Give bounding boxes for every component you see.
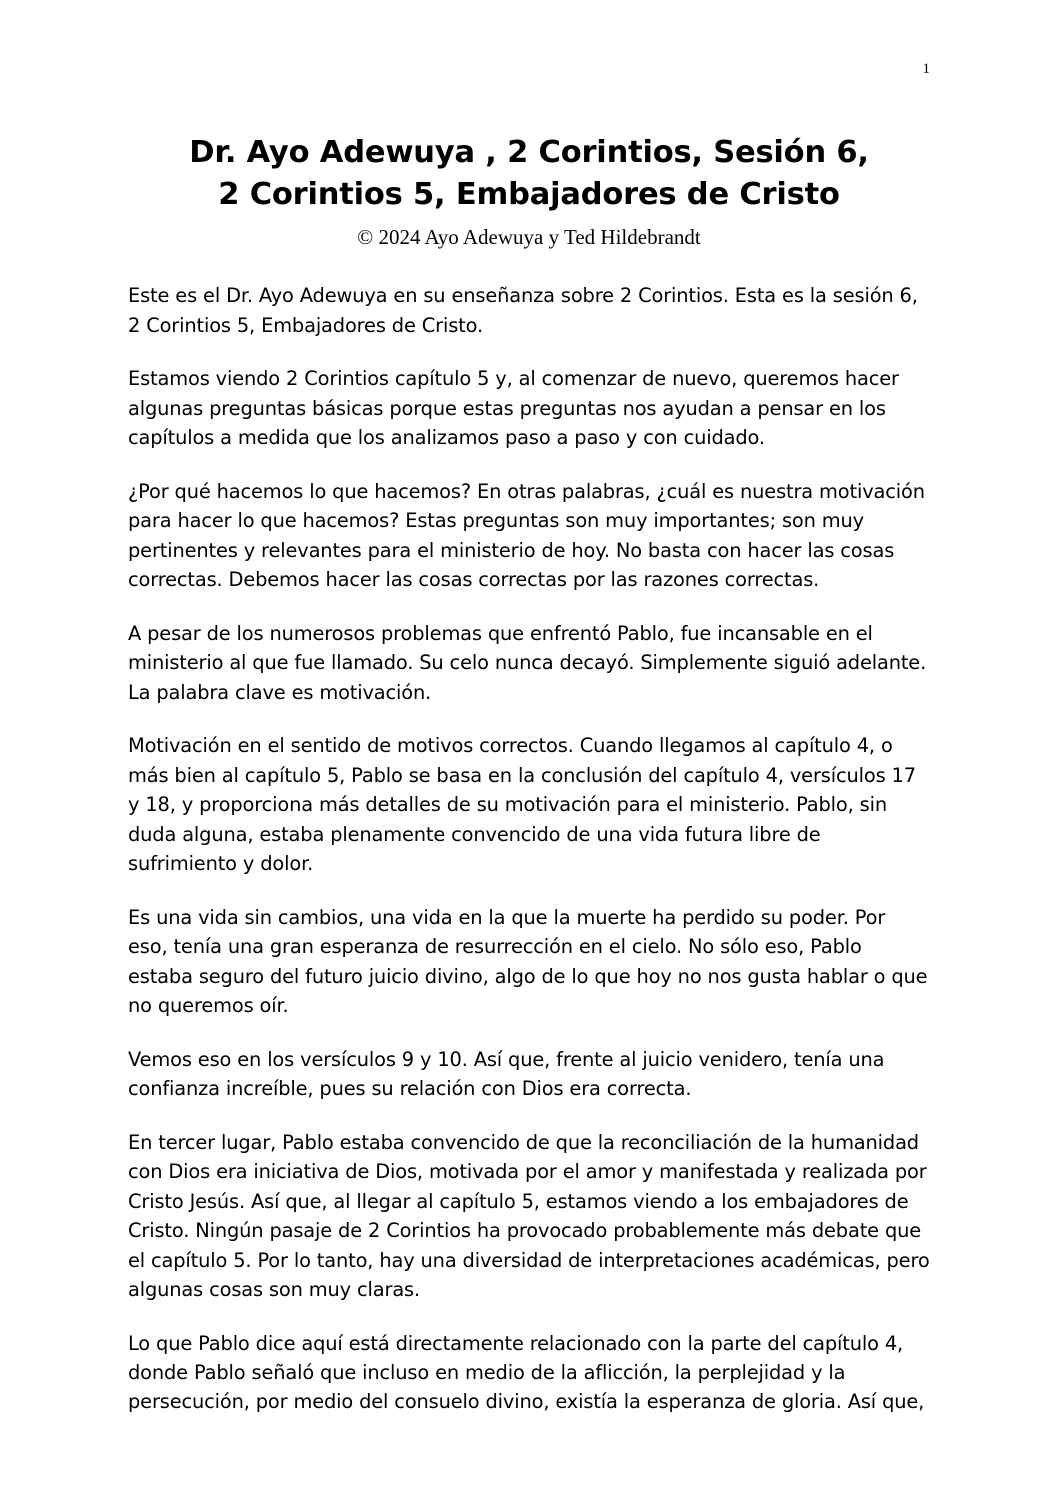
body-paragraph: Estamos viendo 2 Corintios capítulo 5 y, al comenzar de nuevo, queremos hacer algunas preguntas básicas porque estas preguntas nos ayudan a pensar en los capítulos a medida que los analizamos paso a paso y con cuidado. (128, 367, 899, 450)
body-paragraph: ¿Por qué hacemos lo que hacemos? En otras palabras, ¿cuál es nuestra motivación para hacer lo que hacemos? Estas preguntas son muy importantes; son muy pertinentes y relevantes para el ministerio de hoy. No basta con hacer las cosas correctas. Debemos hacer las cosas correctas por las razones correctas. (128, 479, 925, 592)
document-title-line-2: 2 Corintios 5, Embajadores de Cristo (218, 177, 840, 213)
body-paragraph: En tercer lugar, Pablo estaba convencido de que la reconciliación de la humanidad con Dios era iniciativa de Dios, motivada por el amor y manifestada y realizada por Cristo Jesús. Así que, al llegar al capítulo 5, estamos viendo a los embajadores de Cristo. Ningún pasaje de 2 Corintios ha provocado probablemente más debate que el capítulo 5. Por lo tanto, hay una diversidad de interpretaciones académicas, pero algunas cosas son muy claras. (128, 1130, 930, 1302)
body-paragraph: A pesar de los numerosos problemas que enfrentó Pablo, fue incansable en el ministerio al que fue llamado. Su celo nunca decayó. Simplemente siguió adelante. La palabra clave es motivación. (128, 621, 927, 704)
document-body (128, 281, 930, 1417)
body-paragraph: Lo que Pablo dice aquí está directamente relacionado con la parte del capítulo 4, donde Pablo señaló que incluso en medio de la aflicción, la perplejidad y la persecución, por medio del consuelo divino, existía la esperanza de gloria. Así que, (128, 1331, 925, 1414)
page-number: 1 (922, 61, 930, 77)
body-paragraph: Vemos eso en los versículos 9 y 10. Así que, frente al juicio venidero, tenía una confianza increíble, pues su relación con Dios era correcta. (128, 1047, 885, 1101)
document-title-line-1: Dr. Ayo Adewuya , 2 Corintios, Sesión 6, (189, 135, 869, 170)
body-paragraph: Es una vida sin cambios, una vida en la que la muerte ha perdido su poder. Por eso, tenía una gran esperanza de resurrección en el cielo. No sólo eso, Pablo estaba seguro del futuro juicio divino, algo de lo que hoy no nos gusta hablar o que no queremos oír. (128, 905, 928, 1018)
body-paragraph: Este es el Dr. Ayo Adewuya en su enseñanza sobre 2 Corintios. Esta es la sesión 6, 2 Corintios 5, Embajadores de Cristo. (128, 284, 918, 337)
copyright-notice: © 2024 Ayo Adewuya y Ted Hildebrandt (357, 225, 701, 250)
document-title-block (128, 132, 930, 216)
body-paragraph: Motivación en el sentido de motivos correctos. Cuando llegamos al capítulo 4, o más bien al capítulo 5, Pablo se basa en la conclusión del capítulo 4, versículos 17 y 18, y proporciona más detalles de su motivación para el ministerio. Pablo, sin duda alguna, estaba plenamente convencido de una vida futura libre de sufrimiento y dolor. (128, 734, 916, 876)
